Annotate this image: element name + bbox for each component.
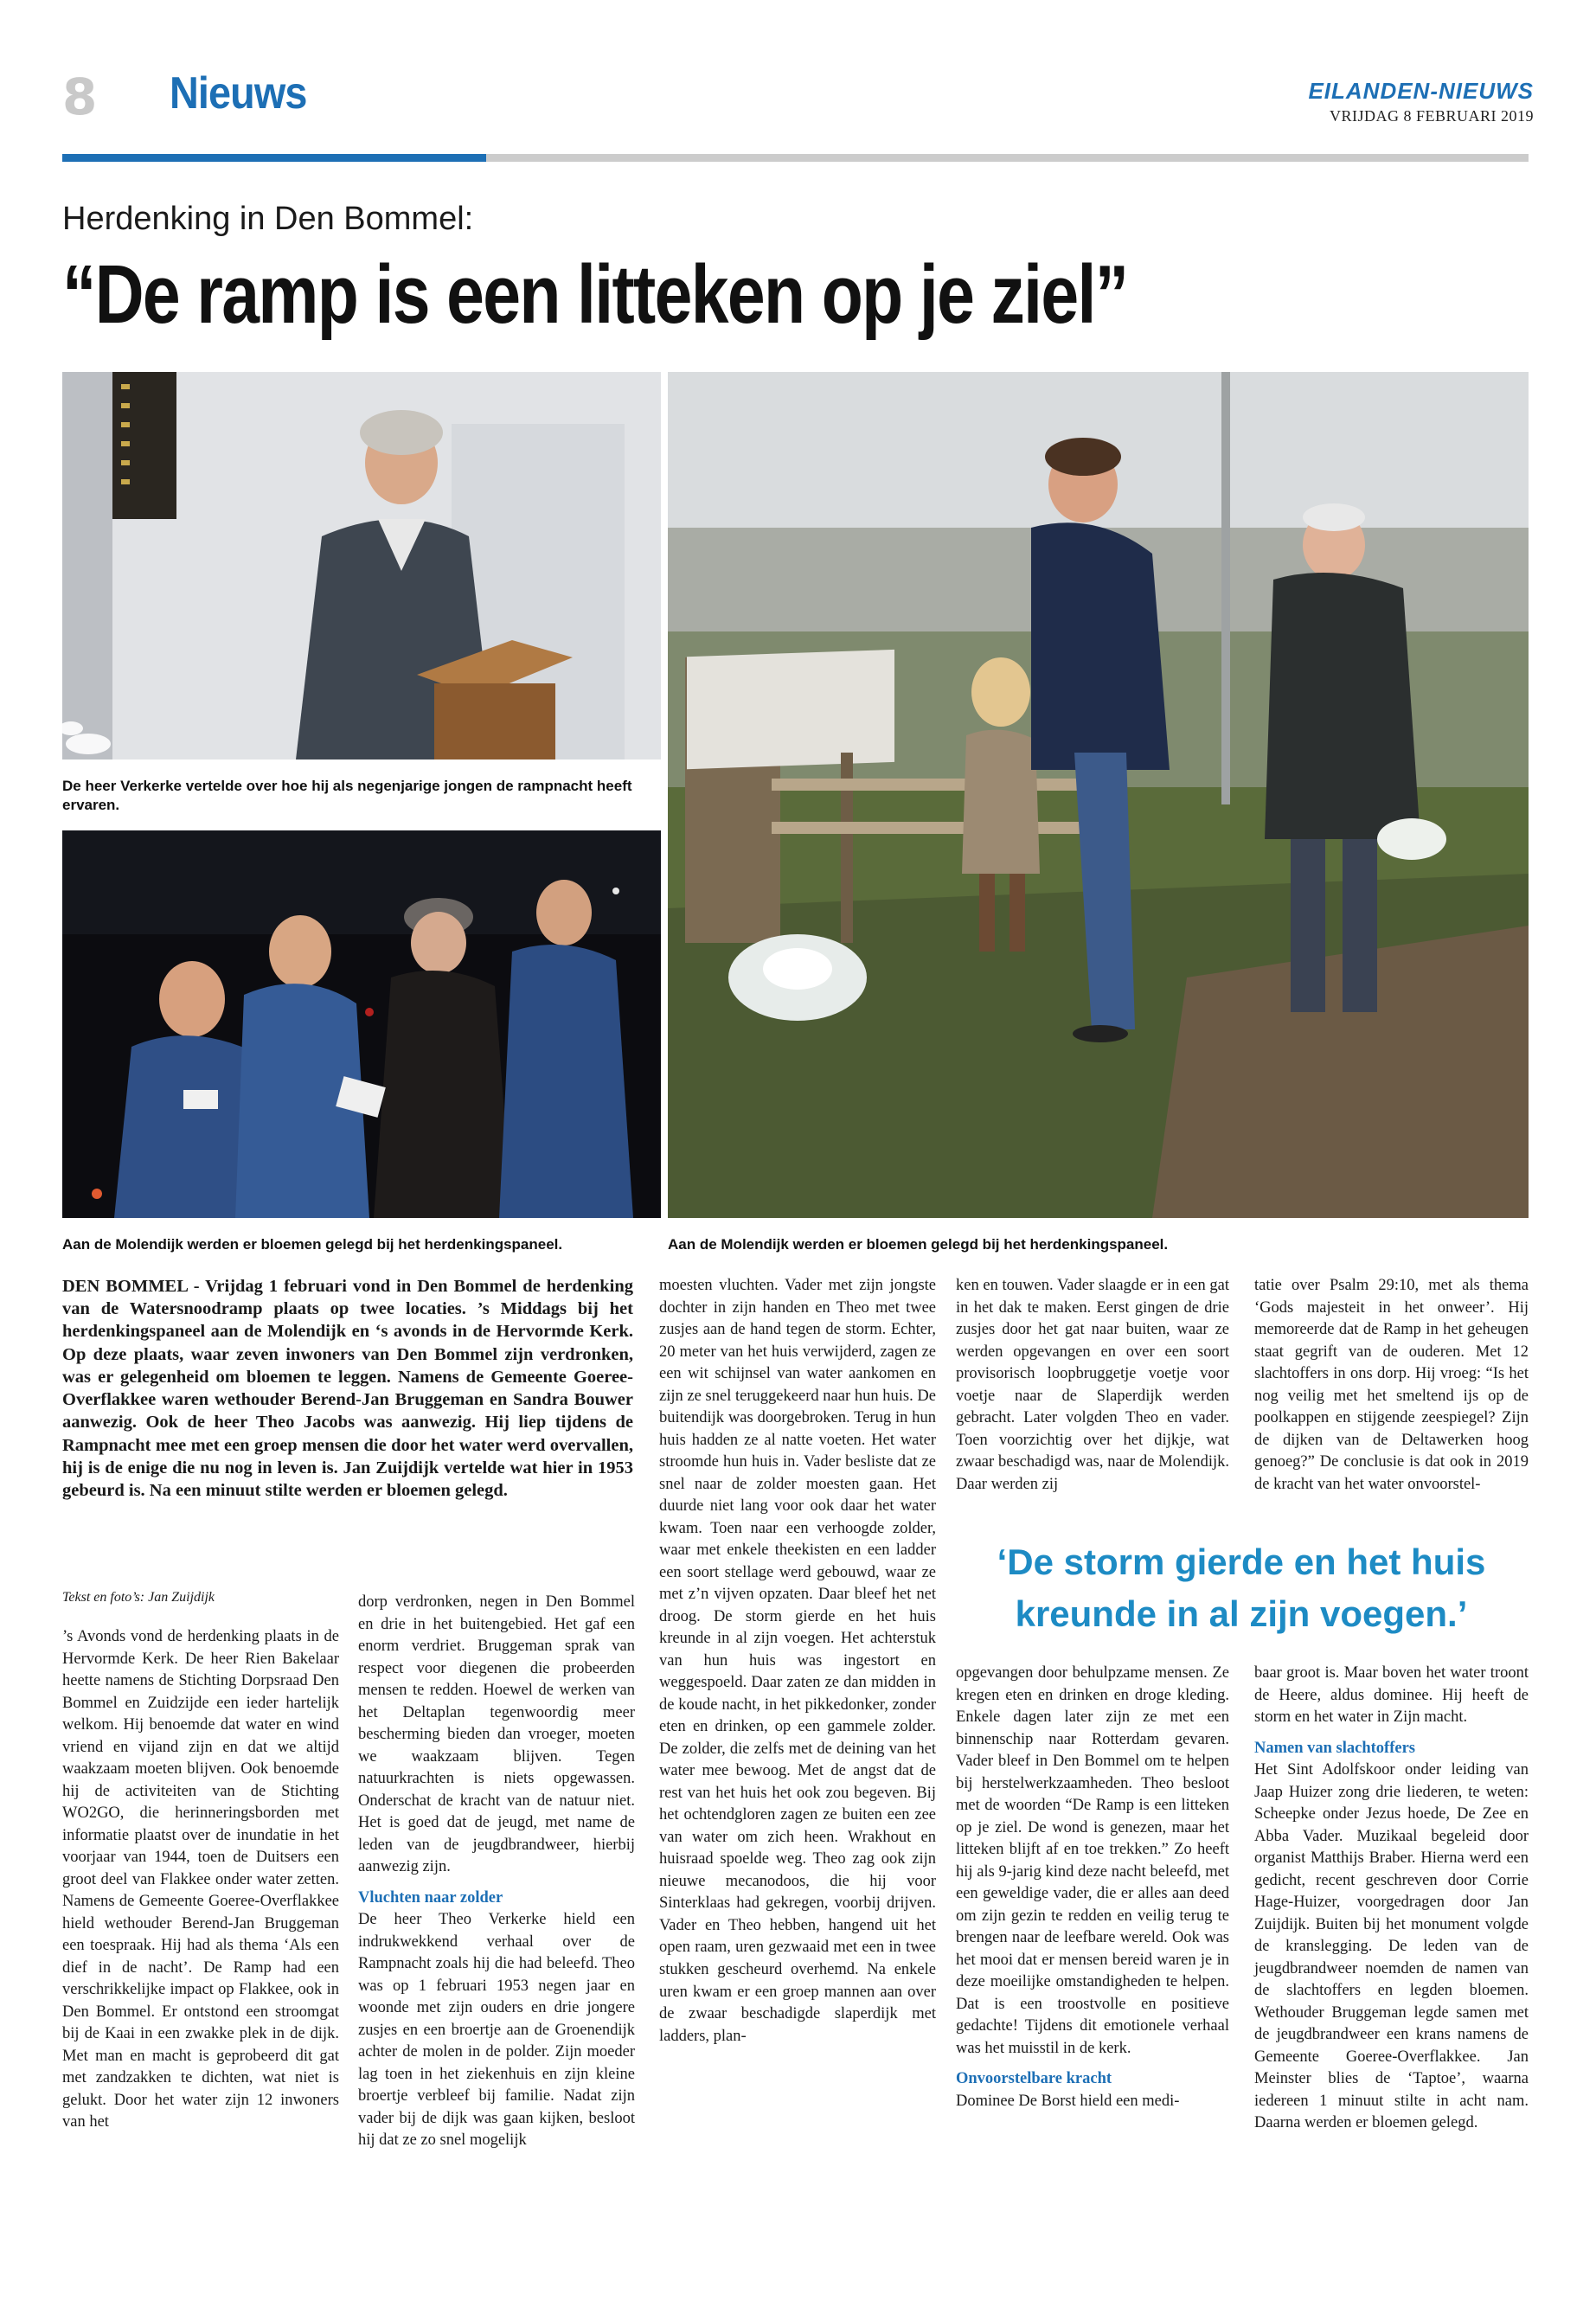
header-rule [486,154,1529,162]
body-text: opgevangen door behulpzame mensen. Ze kregen eten en drinken en droge kleding. Enkele dagen later zijn ze met een binnenschip naar Rotterdam gevaren. Vader bleef in Den Bommel om te helpen bij herstelwerkzaamheden. Theo besloot met de woorden “De Ramp is een litteken op je ziel. De wond is genezen, maar het litteken blijft af en toe trekken.” Zo heeft hij als 9-jarig kind deze nacht beleefd, met een geweldige vader, die er alles aan deed om zijn gezin te redden en veilig terug te brengen naar de leefbare wereld. Ook was het mooi dat er mensen bereid waren je in deze moeilijke omstandigheden te helpen. Dat is een troostvolle en positieve gedachte! Tijdens dit emotionele verhaal was het muisstil in de kerk. [956,1664,1229,2057]
page-number: 8 [62,67,98,126]
issue-date: VRIJDAG 8 FEBRUARI 2019 [1329,107,1534,125]
photo-night-ceremony [62,830,661,1218]
section-title: Nieuws [170,68,307,119]
section-rule [62,154,486,162]
body-text: ken en touwen. Vader slaagde er in een gat in het dak te maken. Eerst gingen de drie zusjes door het gat naar buiten, waar ze werden opgevangen en over een soort provisorisch loopbruggetje voetje voor voetje naar de Slaperdijk werden gebracht. Later volgden Theo en vader. Toen voorzichtig over het dijkje, wat zwaar beschadigd was, naar de Molendijk. Daar werden zij [956,1277,1229,1493]
body-column-5-top [1254,1275,1529,1496]
caption-memorial-panel: Aan de Molendijk werden er bloemen gelegd bij het herdenkingspaneel. [668,1236,1169,1253]
subhead-vluchten: Vluchten naar zolder [358,1888,503,1907]
subhead-onvoorstelbare-kracht: Onvoorstelbare kracht [956,2070,1112,2088]
body-text: moesten vluchten. Vader met zijn jongste dochter in zijn handen en Theo met twee zusjes aan de hand tegen de storm. Echter, 20 meter van het huis verwijderd, zagen ze een wit schijnsel van water aankomen en zijn ze snel teruggekeerd naar hun huis. De buitendijk was doorgebroken. Terug in hun huis hadden ze al natte voeten. Het water stroomde hun huis in. Vader besliste dat ze snel naar de zolder moesten gaan. Het duurde niet lang voor ook daar het water kwam. Toen naar een verhoogde zolder, waar met enkele theekisten en een ladder een soort stellage werd gebouwd, waar ze met z’n vijven opzaten. Daar bleef het net droog. De storm gierde en het huis kreunde in al zijn voegen. Het achterstuk van hun huis was ingestort en weggespoeld. Daar zaten ze dan midden in de koude nacht, in het pikkedonker, zonder eten en drinken, op een gammele zolder. De zolder, die zelfs met de deining van het water mee bewoog. Met de angst dat de rest van het huis het ook zou begeven. Bij het ochtendgloren zagen ze buiten een zee van water om zich heen. Wrakhout en huisraad spoelde weg. Theo zag ook zijn nieuwe mecanodoos, die hij voor Sinterklaas had gekregen, voorbij drijven. Vader en Theo hebben, hangend uit het open raam, uren gezwaaid met een in twee stukken gescheurd overhemd. Na enkele uren kwam er een groep mannen aan over de zwaar beschadigde slaperdijk met ladders, plan- [659,1277,936,2045]
article-lead: DEN BOMMEL - Vrijdag 1 februari vond in Den Bommel de herdenking van de Watersnoodramp plaats op twee locaties. ’s Middags bij het herdenkingspaneel aan de Molendijk en ‘s avonds in de Hervormde Kerk. Op deze plaats, waar zeven inwoners van Den Bommel zijn verdronken, was er gelegenheid om bloemen te leggen. Namens de Gemeente Goeree-Overflakkee waren wethouder Berend-Jan Bruggeman en Sandra Bouwer aanwezig. Ook de heer Theo Jacobs was aanwezig. Hij liep tijdens de Rampnacht mee met een groep mensen die door het water werd overvallen, hij is de enige die nu nog in leven is. Jan Zuijdijk vertelde wat hier in 1953 gebeurd is. Na een minuut stilte werden er bloemen gelegd. [62,1277,633,1501]
caption-speaker: De heer Verkerke vertelde over hoe hij als negenjarige jongen de rampnacht heeft ervaren. [62,778,632,813]
body-column-1 [62,1626,339,2134]
body-text: baar groot is. Maar boven het water troont de Heere, aldus dominee. Hij heeft de storm en het water in Zijn macht. [1254,1664,1529,1727]
body-text: Dominee De Borst hield een medi- [956,2092,1180,2110]
photo-speaker [62,372,661,760]
pull-quote: ‘De storm gierde en het huis kreunde in al zijn voegen.’ [997,1541,1486,1634]
body-column-4-bottom [956,1663,1229,2112]
photo-credit: Tekst en foto’s: Jan Zuijdijk [62,1590,215,1605]
body-column-2 [358,1592,635,2152]
article-kicker: Herdenking in Den Bommel: [62,201,474,237]
body-text: De heer Theo Verkerke hield een indrukwekkend verhaal over de Rampnacht zoals hij die had beleefd. Theo was op 1 februari 1953 negen jaar en woonde met zijn ouders en drie jongere zusjes en een broertje aan de Groenendijk achter de molen in de polder. Zijn moeder lag toen in het ziekenhuis en zijn kleine broertje verbleef bij familie. Nadat zijn vader bij de dijk was gaan kijken, besloot hij dat ze zo snel mogelijk [358,1911,635,2150]
caption-night-ceremony: Aan de Molendijk werden er bloemen gelegd bij het herdenkingspaneel. [62,1236,563,1253]
body-text: Het Sint Adolfskoor onder leiding van Jaap Huizer zong drie liederen, te weten: Scheepke onder Jezus hoede, De Zee en Abba Vader. Muzikaal begeleid door organist Matthijs Braber. Hierna werd een gedicht, recent geschreven door Corrie Hage-Huizer, voorgedragen door Jan Zuijdijk. Buiten bij het monument volgde de kranslegging. De leden van de jeugdbrandweer noemden de namen van de slachtoffers en legden bloemen. Wethouder Bruggeman legde samen met de jeugdbrandweer een krans namens de Gemeente Goeree-Overflakkee. Jan Meinster blies de ‘Taptoe’, waarna iedereen 1 minuut stilte in acht nam. Daarna werden er bloemen gelegd. [1254,1761,1529,2132]
body-column-4-top [956,1275,1229,1496]
photo-memorial-panel [668,372,1529,1218]
subhead-namen-van-slachtoffers: Namen van slachtoffers [1254,1739,1416,1757]
body-text: tatie over Psalm 29:10, met als thema ‘Gods majesteit in het onweer’. Hij memoreerde dat de Ramp in het geheugen staat gegrift van de ouderen. Met 12 slachtoffers in ons dorp. Hij vroeg: “Is het nog veilig met het smeltend ijs op de poolkappen en stijgende zeespiegel? Zijn de dijken van de Deltawerken hoog genoeg?” De conclusie is dat ook in 2019 de kracht van het water onvoorstel- [1254,1277,1529,1493]
article-headline: “De ramp is een litteken op je ziel” [62,248,1128,341]
body-column-5-bottom [1254,1663,1529,2135]
newspaper-logo: EILANDEN-NIEUWS [1308,78,1534,104]
body-text: dorp verdronken, negen in Den Bommel en drie in het buitengebied. Het gaf een enorm verdriet. Bruggeman sprak van respect voor diegenen die probeerden mensen te redden. Hoewel de werken van het Deltaplan tegenwoordig meer bescherming bieden dan vroeger, moeten we waakzaam blijven. Tegen natuurkrachten is niets opgewassen. Onderschat de kracht van de natuur niet. Het is goed dat de jeugd, met name de leden van de jeugdbrandweer, hierbij aanwezig zijn. [358,1593,635,1876]
body-column-3 [659,1275,936,2048]
body-text: ’s Avonds vond de herdenking plaats in de Hervormde Kerk. De heer Rien Bakelaar heette namens de Stichting Dorpsraad Den Bommel en Zuidzijde een ieder hartelijk welkom. Hij benoemde dat water en wind vriend en vijand zijn en dat we altijd waakzaam moeten blijven. Ook benoemde hij de activiteiten van de Stichting WO2GO, die herinneringsborden met informatie plaatst over de inundatie in het voorjaar van 1944, toen de Duitsers een groot deel van Flakkee onder water zetten. Namens de Gemeente Goeree-Overflakkee hield wethouder Berend-Jan Bruggeman een toespraak. Hij had als thema ‘Als een dief in de nacht’. De Ramp had een verschrikkelijke impact op Flakkee, ook in Den Bommel. Er ontstond een stroomgat bij de Kaai in een zwakke plek in de dijk. Met man en macht is geprobeerd dit gat met zandzakken te dichten, wat niet is gelukt. Door het water zijn 12 inwoners van het [62,1628,339,2131]
